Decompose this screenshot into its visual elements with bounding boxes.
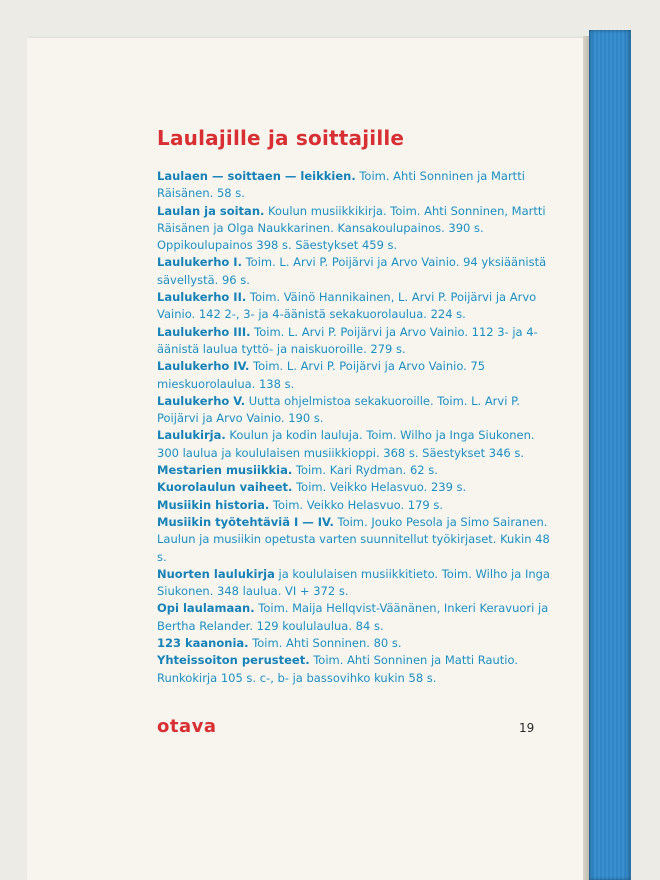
- page-number: 19: [519, 721, 535, 735]
- book-description: Toim. Veikko Helasvuo. 239 s.: [296, 480, 467, 495]
- book-title: Laulukerho II.: [157, 290, 247, 305]
- list-item: [157, 289, 557, 324]
- page-heading: Laulajille ja soittajille: [157, 126, 405, 150]
- back-cover: [27, 38, 592, 880]
- book-description: Koulun musiikkikirja. Toim. Ahti Sonninen, Martti Räisänen ja Olga Naukkarinen. Kansakoulupainos. 390 s. Oppikoulupainos 398 s. Säestykset 459 s.: [157, 203, 546, 253]
- book-description: ja koululaisen musiikkitieto. Toim. Wilho ja Inga Siukonen. 348 laulua. VI + 372 s.: [157, 566, 550, 599]
- list-item: [157, 514, 557, 566]
- book-description: Toim. Kari Rydman. 62 s.: [295, 463, 438, 478]
- book-description: Toim. L. Arvi P. Poijärvi ja Arvo Vainio. 75 mieskuorolaulua. 138 s.: [157, 359, 486, 391]
- list-item: [157, 652, 557, 687]
- list-item: [157, 497, 557, 514]
- book-title: Laulukerho IV.: [157, 359, 250, 374]
- book-description: Toim. Ahti Sonninen. 80 s.: [252, 636, 402, 651]
- book-spine: [589, 30, 631, 880]
- book-description: Toim. Ahti Sonninen ja Matti Rautio. Runkokirja 105 s. c-, b- ja bassovihko kukin 58 s.: [157, 653, 518, 685]
- book-title: Mestarien musiikkia.: [157, 463, 293, 478]
- publisher-logo: otava: [157, 716, 217, 737]
- book-title: Laulukerho III.: [157, 324, 251, 339]
- list-item: [157, 203, 557, 255]
- book-list: [157, 168, 557, 687]
- book-description: Koulun ja kodin lauluja. Toim. Wilho ja Inga Siukonen. 300 laulua ja koululaisen musiikkioppi. 368 s. Säestykset 346 s.: [157, 428, 535, 460]
- book-title: 123 kaanonia.: [157, 636, 249, 651]
- list-item: [157, 566, 557, 601]
- book-title: Kuorolaulun vaiheet.: [157, 480, 293, 495]
- book-title: Opi laulamaan.: [157, 601, 255, 616]
- list-item: [157, 600, 557, 635]
- book-title: Musiikin työtehtäviä I — IV.: [157, 514, 334, 529]
- list-item: [157, 427, 557, 462]
- list-item: [157, 358, 557, 393]
- book-title: Musiikin historia.: [157, 497, 270, 512]
- list-item: [157, 479, 557, 496]
- book-title: Laulukirja.: [157, 428, 226, 443]
- book-description: Toim. Ahti Sonninen ja Martti Räisänen. 58 s.: [157, 169, 525, 201]
- list-item: [157, 393, 557, 428]
- book-title: Laulukerho I.: [157, 255, 242, 270]
- book-description: Toim. L. Arvi P. Poijärvi ja Arvo Vainio. 94 yksiäänistä sävellystä. 96 s.: [157, 255, 547, 287]
- list-item: [157, 462, 557, 479]
- book-description: Toim. Jouko Pesola ja Simo Sairanen. Laulun ja musiikin opetusta varten suunnitellut työkirjaset. Kukin 48 s.: [157, 514, 550, 564]
- book: [27, 30, 633, 880]
- book-title: Laulan ja soitan.: [157, 203, 265, 218]
- book-title: Laulukerho V.: [157, 393, 246, 408]
- list-item: [157, 254, 557, 289]
- book-description: Toim. Veikko Helasvuo. 179 s.: [272, 497, 444, 512]
- book-title: Laulaen — soittaen — leikkien.: [157, 169, 356, 183]
- book-description: Toim. Maija Hellqvist-Väänänen, Inkeri Keravuori ja Bertha Relander. 129 koululaulua. 84 s.: [157, 601, 549, 633]
- book-description: Uutta ohjelmistoa sekakuoroille. Toim. L. Arvi P. Poijärvi ja Arvo Vainio. 190 s.: [157, 393, 520, 426]
- book-description: Toim. L. Arvi P. Poijärvi ja Arvo Vainio. 112 3- ja 4-äänistä laulua tyttö- ja naiskuoroille. 279 s.: [157, 324, 538, 356]
- list-item: [157, 635, 557, 652]
- book-title: Nuorten laulukirja: [157, 566, 275, 581]
- book-description: Toim. Väinö Hannikainen, L. Arvi P. Poijärvi ja Arvo Vainio. 142 2-, 3- ja 4-äänistä sekakuorolaulua. 224 s.: [157, 290, 537, 322]
- list-item: [157, 168, 557, 203]
- book-title: Yhteissoiton perusteet.: [157, 653, 310, 668]
- list-item: [157, 324, 557, 359]
